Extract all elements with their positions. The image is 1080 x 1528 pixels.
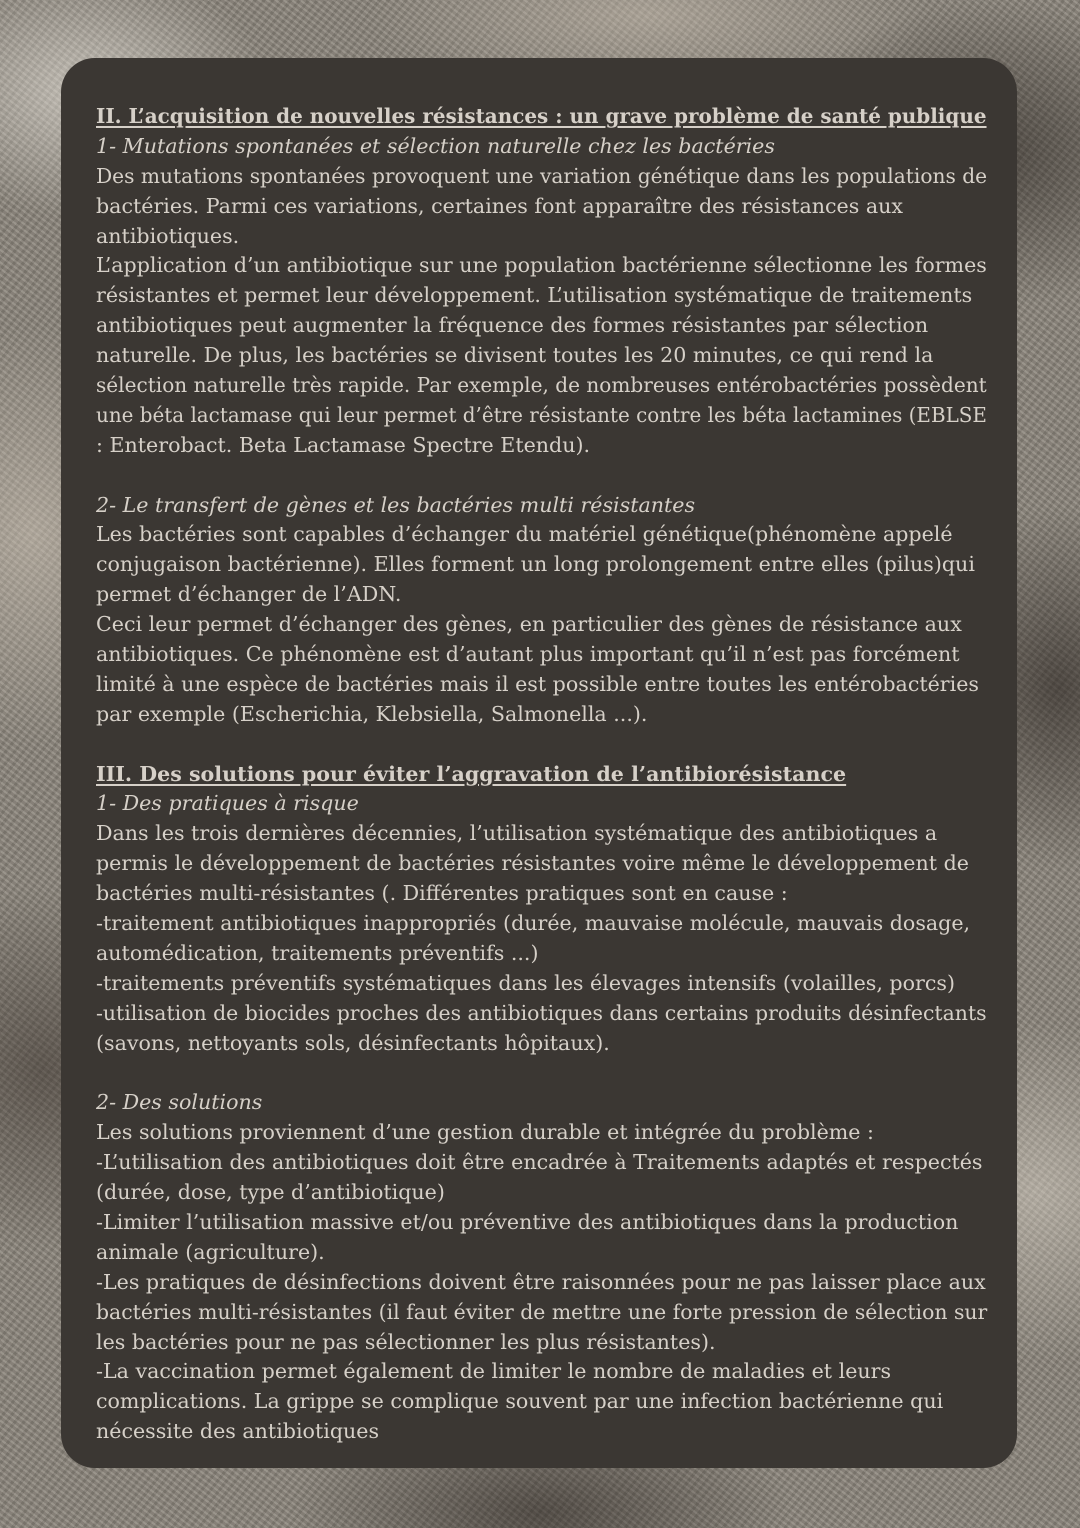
text-line: Ceci leur permet d’échanger des gènes, en particulier des gènes de résistance aux: [96, 612, 962, 637]
blank-line: [96, 730, 987, 760]
text-line: Les bactéries sont capables d’échanger du matériel génétique(phénomène appelé: [96, 522, 953, 547]
text-line: bactéries. Parmi ces variations, certaines font apparaître des résistances aux: [96, 193, 903, 218]
text-line: naturelle. De plus, les bactéries se divisent toutes les 20 minutes, ce qui rend la: [96, 343, 934, 368]
text-line: L’application d’un antibiotique sur une population bactérienne sélectionne les formes: [96, 253, 987, 278]
section-heading: III. Des solutions pour éviter l’aggravation de l’antibiorésistance: [96, 761, 847, 786]
text-line: par exemple (Escherichia, Klebsiella, Salmonella ...).: [96, 701, 648, 726]
text-line: -La vaccination permet également de limiter le nombre de maladies et leurs: [96, 1359, 892, 1384]
text-line: -L’utilisation des antibiotiques doit être encadrée à Traitements adaptés et respectés: [96, 1150, 983, 1175]
subsection-heading: 2- Le transfert de gènes et les bactéries multi résistantes: [96, 492, 696, 517]
text-line: bactéries multi-résistantes (il faut éviter de mettre une forte pression de sélection sur: [96, 1299, 988, 1324]
subsection-heading: 2- Des solutions: [96, 1090, 263, 1115]
text-line: -Limiter l’utilisation massive et/ou préventive des antibiotiques dans la production: [96, 1209, 959, 1234]
text-line: -traitement antibiotiques inappropriés (durée, mauvaise molécule, mauvais dosage,: [96, 911, 971, 936]
text-line: Les solutions proviennent d’une gestion durable et intégrée du problème :: [96, 1120, 874, 1145]
text-line: Dans les trois dernières décennies, l’utilisation systématique des antibiotiques a: [96, 821, 938, 846]
text-line: automédication, traitements préventifs ...): [96, 940, 539, 965]
document-card: [61, 58, 1017, 1468]
text-line: permet d’échanger de l’ADN.: [96, 582, 402, 607]
blank-line: [96, 1059, 987, 1089]
text-line: Des mutations spontanées provoquent une variation génétique dans les populations de: [96, 163, 988, 188]
text-line: -utilisation de biocides proches des antibiotiques dans certains produits désinfectants: [96, 1000, 987, 1025]
text-line: (durée, dose, type d’antibiotique): [96, 1180, 445, 1205]
text-line: limité à une espèce de bactéries mais il est possible entre toutes les entérobactéries: [96, 671, 979, 696]
subsection-heading: 1- Mutations spontanées et sélection naturelle chez les bactéries: [96, 133, 775, 158]
document-body: [96, 102, 987, 1447]
text-line: sélection naturelle très rapide. Par exemple, de nombreuses entérobactéries possèdent: [96, 373, 987, 398]
text-line: -Les pratiques de désinfections doivent être raisonnées pour ne pas laisser place aux: [96, 1269, 986, 1294]
text-line: nécessite des antibiotiques: [96, 1419, 380, 1444]
text-line: résistantes et permet leur développement. L’utilisation systématique de traitements: [96, 283, 973, 308]
text-line: une béta lactamase qui leur permet d’être résistante contre les béta lactamines (EBLSE: [96, 402, 987, 427]
text-line: les bactéries pour ne pas sélectionner les plus résistantes).: [96, 1329, 716, 1354]
text-line: -traitements préventifs systématiques dans les élevages intensifs (volailles, porcs): [96, 970, 955, 995]
text-line: antibiotiques.: [96, 223, 240, 248]
text-line: : Enterobact. Beta Lactamase Spectre Etendu).: [96, 432, 591, 457]
text-line: (savons, nettoyants sols, désinfectants hôpitaux).: [96, 1030, 610, 1055]
text-line: bactéries multi-résistantes (. Différentes pratiques sont en cause :: [96, 881, 788, 906]
text-line: conjugaison bactérienne). Elles forment un long prolongement entre elles (pilus)qui: [96, 552, 975, 577]
subsection-heading: 1- Des pratiques à risque: [96, 791, 359, 816]
text-line: permis le développement de bactéries résistantes voire même le développement de: [96, 851, 969, 876]
section-heading: II. L’acquisition de nouvelles résistances : un grave problème de santé publique: [96, 104, 987, 128]
text-line: animale (agriculture).: [96, 1239, 325, 1264]
text-line: antibiotiques peut augmenter la fréquence des formes résistantes par sélection: [96, 313, 929, 338]
blank-line: [96, 461, 987, 491]
text-line: complications. La grippe se complique souvent par une infection bactérienne qui: [96, 1389, 944, 1414]
text-line: antibiotiques. Ce phénomène est d’autant plus important qu’il n’est pas forcément: [96, 642, 960, 667]
